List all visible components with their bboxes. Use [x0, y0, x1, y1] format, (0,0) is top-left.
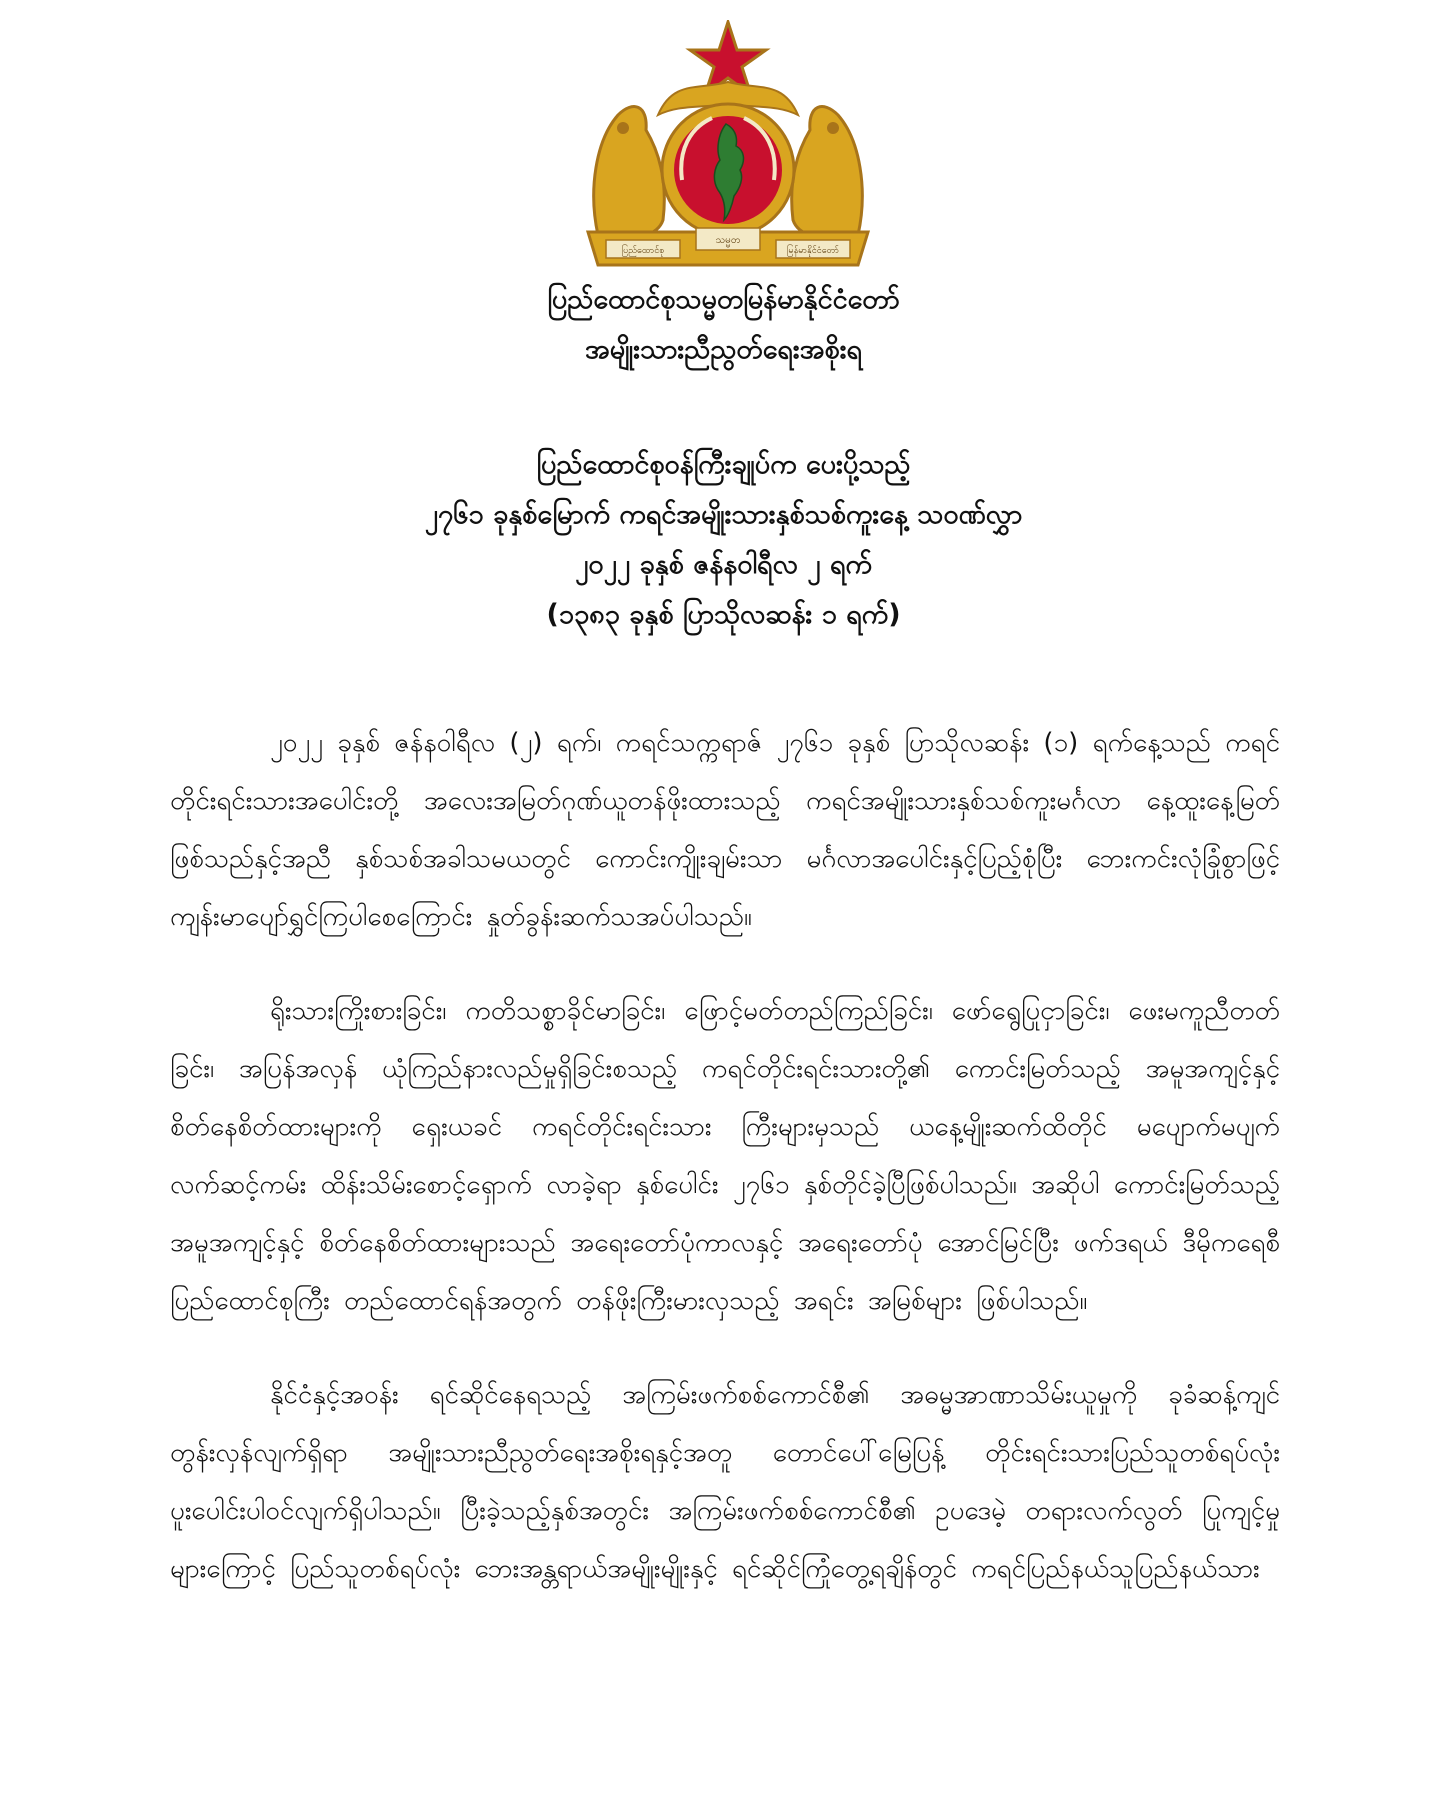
header-country-name: ပြည်ထောင်စုသမ္မတမြန်မာနိုင်ငံတော်	[547, 284, 900, 315]
message-sender-line: ပြည်ထောင်စုဝန်ကြီးချုပ်က ပေးပို့သည့်	[536, 449, 911, 480]
left-lion-icon	[594, 107, 665, 238]
state-emblem	[578, 20, 878, 270]
message-title-line: ၂၇၆၁ ခုနှစ်မြောက် ကရင်အမျိုးသားနှစ်သစ်ကူးနေ့ သဝဏ်လွှာ	[424, 499, 1023, 530]
body-paragraph-2: ရိုးသားကြိုးစားခြင်း၊ ကတိသစ္စာခိုင်မာခြင်း၊ ဖြောင့်မတ်တည်ကြည်ခြင်း၊ ဖော်ရွေပြုငှာခြင်း၊ ဖေးမကူညီတတ်ခြင်း၊ အပြန်အလှန် ယုံကြည်နားလည်မှုရှိခြင်းစသည့် ကရင်တိုင်းရင်းသားတို့၏ ကောင်းမြတ်သည့် အမူအကျင့်နှင့် စိတ်နေစိတ်ထားများကို ရှေးယခင် ကရင်တိုင်းရင်းသား ကြီးများမှသည် ယနေ့မျိုးဆက်ထိတိုင် မပျောက်မပျက် လက်ဆင့်ကမ်း ထိန်းသိမ်းစောင့်ရှောက် လာခဲ့ရာ နှစ်ပေါင်း ၂၇၆၁ နှစ်တိုင်ခဲ့ပြီဖြစ်ပါသည်။ အဆိုပါ ကောင်းမြတ်သည့် အမူအကျင့်နှင့် စိတ်နေစိတ်ထားများသည် အရေးတော်ပုံကာလနှင့် အရေးတော်ပုံ အောင်မြင်ပြီး ဖက်ဒရယ် ဒီမိုကရေစီ ပြည်ထောင်စုကြီး တည်ထောင်ရန်အတွက် တန်ဖိုးကြီးမားလှသည့် အရင်း အမြစ်များ ဖြစ်ပါသည်။	[170, 996, 1280, 1316]
header-government-name: အမျိုးသားညီညွတ်ရေးအစိုးရ	[584, 334, 863, 365]
state-emblem-graphic	[578, 20, 878, 270]
ribbon-center-text: သမ္မတ	[715, 235, 741, 246]
message-body	[170, 714, 1280, 1634]
body-paragraph-3: နိုင်ငံနှင့်အဝန်း ရင်ဆိုင်နေရသည့် အကြမ်းဖက်စစ်ကောင်စီ၏ အဓမ္မအာဏာသိမ်းယူမှုကို ခုခံဆန့်ကျင် တွန်းလှန်လျက်ရှိရာ အမျိုးသားညီညွတ်ရေးအစိုးရနှင့်အတူ တောင်ပေါ်မြေပြန့် တိုင်းရင်းသားပြည်သူတစ်ရပ်လုံး ပူးပေါင်းပါဝင်လျက်ရှိပါသည်။ ပြီးခဲ့သည့်နှစ်အတွင်း အကြမ်းဖက်စစ်ကောင်စီ၏ ဥပဒေမဲ့ တရားလက်လွတ် ပြုကျင့်မှုများကြောင့် ပြည်သူတစ်ရပ်လုံး ဘေးအန္တရာယ်အမျိုးမျိုးနှင့် ရင်ဆိုင်ကြုံတွေ့ရချိန်တွင် ကရင်ပြည်နယ်သူပြည်နယ်သား	[170, 1380, 1280, 1584]
ribbon-right-text: မြန်မာနိုင်ငံတော်	[786, 246, 840, 256]
body-paragraph-1: ၂၀၂၂ ခုနှစ် ဇန်နဝါရီလ (၂) ရက်၊ ကရင်သက္ကရာဇ် ၂၇၆၁ ခုနှစ် ပြာသိုလဆန်း (၁) ရက်နေ့သည် ကရင်တိုင်းရင်းသားအပေါင်းတို့ အလေးအမြတ်ဂုဏ်ယူတန်ဖိုးထားသည့် ကရင်အမျိုးသားနှစ်သစ်ကူးမင်္ဂလာ နေ့ထူးနေ့မြတ် ဖြစ်သည်နှင့်အညီ နှစ်သစ်အခါသမယတွင် ကောင်းကျိုးချမ်းသာ မင်္ဂလာအပေါင်းနှင့်ပြည့်စုံပြီး ဘေးကင်းလုံခြုံစွာဖြင့် ကျန်းမာပျော်ရွှင်ကြပါစေကြောင်း နှုတ်ခွန်းဆက်သအပ်ပါသည်။	[170, 728, 1280, 932]
message-date-line: ၂၀၂၂ ခုနှစ် ဇန်နဝါရီလ ၂ ရက်	[575, 549, 872, 580]
message-title-block	[0, 440, 1447, 640]
government-header	[0, 275, 1447, 375]
message-traditional-date-line: (၁၃၈၃ ခုနှစ် ပြာသိုလဆန်း ၁ ရက်)	[546, 599, 901, 630]
ribbon-left-text: ပြည်ထောင်စု	[621, 246, 665, 256]
right-lion-icon	[792, 107, 863, 238]
